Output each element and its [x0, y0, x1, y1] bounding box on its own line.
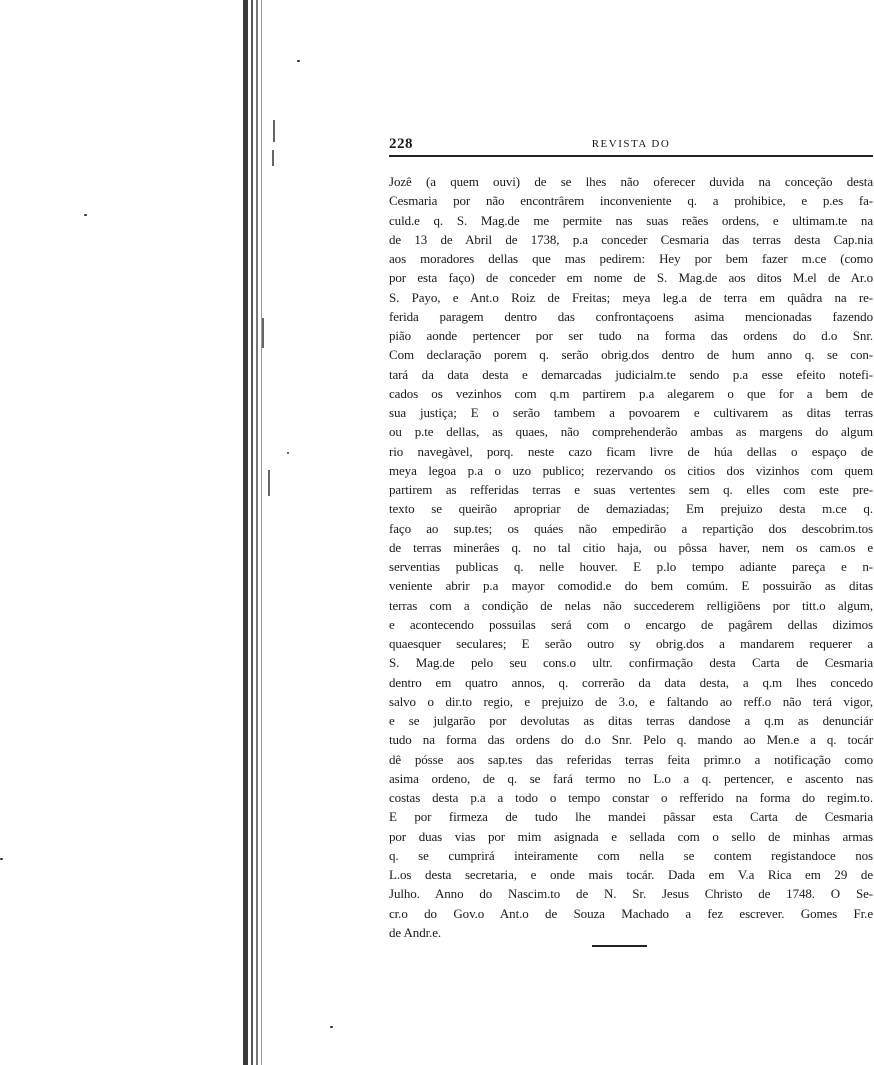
text-line: de 13 de Abril de 1738, p.a conceder Cesmaria das terras desta Cap.nia	[389, 231, 873, 247]
text-line: ou p.te dellas, as quaes, não comprehenderão ambas as margens do algum	[389, 424, 873, 440]
header-rule	[389, 155, 873, 157]
text-line: asima ordeno, de q. se fará termo no L.o a q. pertencer, e ascento nas	[389, 770, 873, 786]
text-line: cr.o do Gov.o Ant.o de Souza Machado a fez escrever. Gomes Fr.e	[389, 905, 873, 921]
text-line: cados os vezinhos com q.m partirem p.a alegarem o que for a bem de	[389, 385, 873, 401]
text-line: aos moradores dellas que mas pedirem: Hey por bem fazer m.ce (como	[389, 251, 873, 266]
binding-mark	[273, 120, 275, 142]
page-number: 228	[389, 136, 413, 152]
text-line: e se julgarão por devolutas as ditas terras dandose a q.m as denunciár	[389, 713, 873, 728]
text-line: e acontecendo possuilas será com o encargo de pagârem dellas dizimos	[389, 616, 873, 632]
text-line: partirem as refferidas terras e suas vertentes sem q. elles com este pre-	[389, 482, 873, 497]
text-line: tará da data desta e demarcadas judicialm.te sendo p.a esse efeito notefi-	[389, 366, 873, 382]
text-line: E por firmeza de tudo lhe mandei pâssar esta Carta de Cesmaria	[389, 809, 873, 825]
text-line: de terras minerâes q. no tal citio haja, ou pôssa haver, nem os cam.os e	[389, 539, 873, 555]
text-line: pião aonde pertencer por ser tudo na forma das ordens do d.o Snr.	[389, 328, 873, 343]
text-line: quaesquer seculares; E serão outro sy obrig.dos a mandarem requerer a	[389, 636, 873, 651]
text-line: terras com a condição de nelas não succederem relligiõens por titt.o algum,	[389, 597, 873, 613]
paper-speck	[330, 1026, 333, 1028]
text-line: por duas vias por mim asignada e sellada com o sello de minhas armas	[389, 828, 873, 844]
text-line: texto se queirão apropriar de demaziadas; Em prejuizo desta m.ce q.	[389, 501, 873, 517]
book-binding-gutter	[0, 0, 262, 1065]
document-body	[389, 172, 873, 942]
text-line: costas desta p.a a todo o tempo constar o refferido na forma do regim.to.	[389, 790, 873, 805]
running-head: REVISTA DO	[591, 138, 671, 150]
text-line: culd.e q. S. Mag.de me permite nas suas reães ordens, e ultimam.te na	[389, 212, 873, 228]
text-line: faço ao sup.tes; os quáes não empedirão a repartição dos descobrim.tos	[389, 520, 873, 536]
text-line: tudo na forma das ordens do d.o Snr. Pelo q. mando ao Men.e a q. tocár	[389, 732, 873, 748]
text-line: meya legoa p.a o uzo publico; rezervando os citios dos vizinhos com quem	[389, 462, 873, 478]
text-line: Cesmaria por não encontrârem inconveniente q. a prohibice, e p.es fa-	[389, 193, 873, 209]
paper-speck	[287, 452, 289, 454]
text-line: S. Payo, e Ant.o Roiz de Freitas; meya leg.a de terra em quâdra na re-	[389, 289, 873, 305]
text-line: salvo o dir.to regio, e prejuizo de 3.o, e faltando ao reff.o não terá vigor,	[389, 693, 873, 709]
text-line: Com declaração porem q. serão obrig.dos dentro de hum anno q. se con-	[389, 347, 873, 363]
binding-mark	[262, 318, 264, 348]
text-line: dentro em quatro annos, q. correrão da data desta, a q.m lhes concedo	[389, 674, 873, 690]
text-line: q. se cumprirá inteiramente com nella se contem registandoce nos	[389, 847, 873, 863]
text-line: L.os desta secretaria, e onde mais tocár. Dada em V.a Rica em 29 de	[389, 867, 873, 882]
text-line: veniente abrir p.a mayor comodid.e do bem comúm. E possuirão as ditas	[389, 578, 873, 594]
text-line: S. Mag.de pelo seu cons.o ultr. confirmação desta Carta de Cesmaria	[389, 655, 873, 671]
text-line: Julho. Anno do Nascim.to de N. Sr. Jesus Christo de 1748. O Se-	[389, 886, 873, 902]
text-line: por esta faço) de conceder em nome de S. Mag.de aos ditos M.el de Ar.o	[389, 270, 873, 286]
binding-mark	[272, 150, 274, 166]
binding-edge-line	[256, 0, 258, 1065]
paper-speck	[84, 214, 87, 216]
closing-rule	[592, 945, 647, 947]
text-line: rio navegàvel, porq. neste cazo ficam livre de húa dellas o espaço de	[389, 443, 873, 459]
paper-speck	[0, 858, 3, 860]
binding-edge-line	[243, 0, 248, 1065]
text-line: sua justiça; E o serão tambem a povoarem e cultivarem as ditas terras	[389, 405, 873, 420]
text-line: ferida paragem dentro das confrontaçoens asima mencionadas fazendo	[389, 308, 873, 324]
text-line: Jozê (a quem ouvi) de se lhes não oferecer duvida na conceção desta	[389, 174, 873, 189]
page-header	[389, 136, 873, 154]
binding-edge-line	[261, 0, 262, 1065]
binding-edge-line	[251, 0, 253, 1065]
text-line: de Andr.e.	[389, 924, 442, 940]
binding-mark	[268, 470, 270, 496]
paper-speck	[297, 60, 300, 62]
text-line: serventias publicas q. nelle houver. E p.lo tempo adiante pareça e n-	[389, 559, 873, 574]
text-line: dê pósse aos sap.tes das referidas terras feita primr.o a notificação como	[389, 751, 873, 767]
